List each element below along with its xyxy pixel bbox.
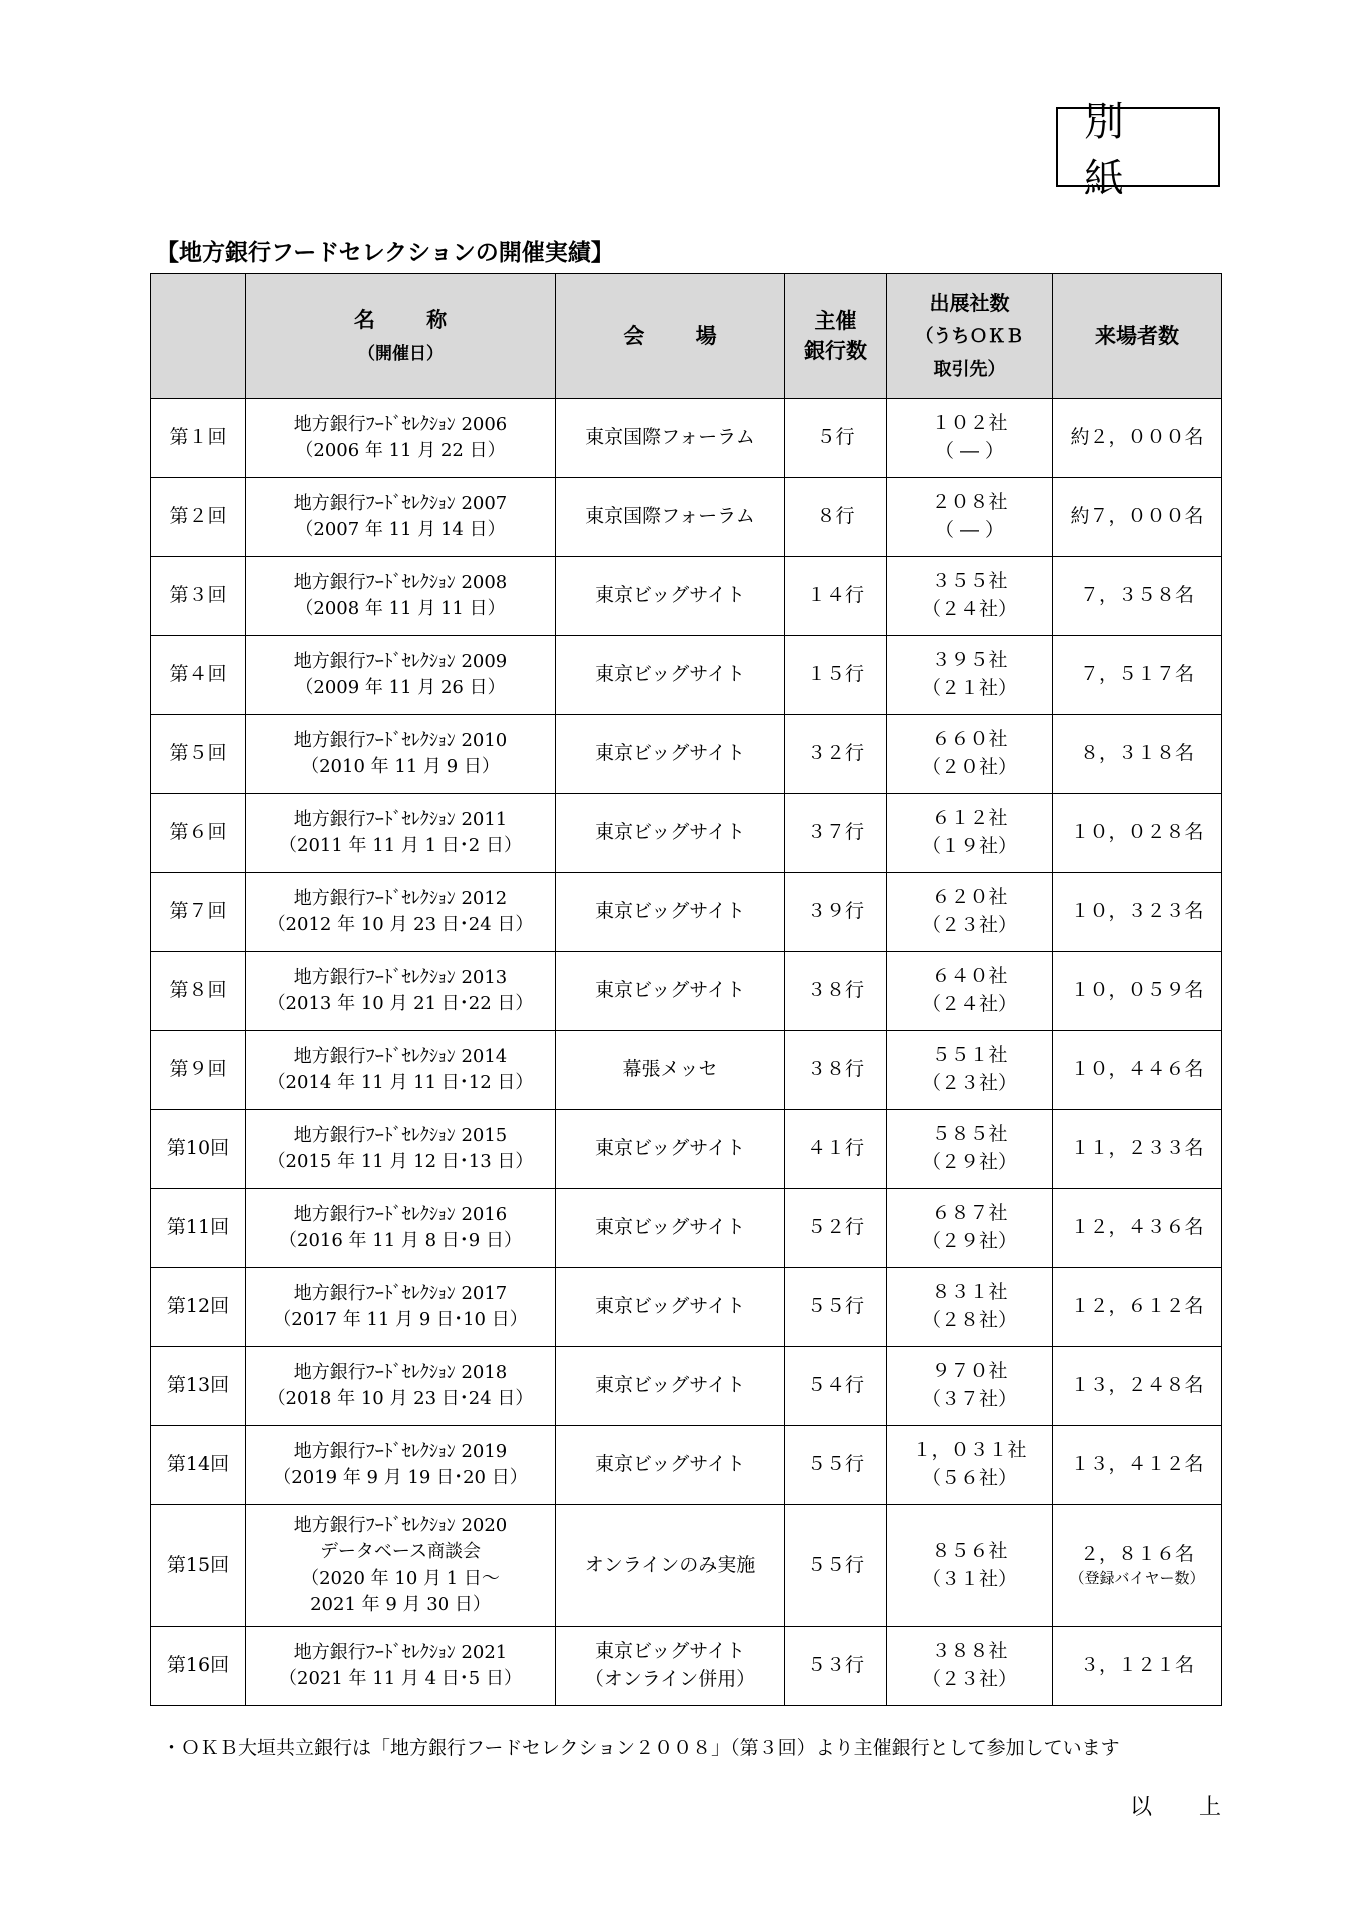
banks-cell: １４行 — [785, 557, 887, 636]
exhibitor-count: ３９５社 — [931, 649, 1008, 672]
venue-cell: 東京ビッグサイト — [556, 952, 785, 1031]
venue-cell: 東京ビッグサイト — [556, 636, 785, 715]
round-cell: 第14回 — [151, 1426, 246, 1505]
event-date: （2009 年 11 月 26 日） — [295, 677, 506, 698]
event-name: 地方銀行ﾌｰﾄﾞｾﾚｸｼｮﾝ 2007 — [293, 492, 508, 514]
visitors-cell: １１，２３３名 — [1053, 1110, 1222, 1189]
okb-client-count: （ ― ） — [934, 440, 1005, 462]
banks-cell: ３８行 — [785, 1031, 887, 1110]
name-cell — [246, 1627, 556, 1706]
event-name: 地方銀行ﾌｰﾄﾞｾﾚｸｼｮﾝ 2014 — [293, 1045, 508, 1067]
round-cell: 第１回 — [151, 399, 246, 478]
event-date-end: 2021 年 9 月 30 日） — [310, 1593, 491, 1615]
visitors-cell: １２，４３６名 — [1053, 1189, 1222, 1268]
exhibitor-count: ５８５社 — [931, 1123, 1008, 1146]
event-name: 地方銀行ﾌｰﾄﾞｾﾚｸｼｮﾝ 2009 — [293, 650, 508, 672]
event-date: （2010 年 11 月 9 日） — [301, 756, 500, 777]
exhibitors-cell — [887, 1347, 1053, 1426]
event-name: 地方銀行ﾌｰﾄﾞｾﾚｸｼｮﾝ 2015 — [293, 1124, 508, 1146]
table-row — [151, 1505, 1222, 1627]
table-row — [151, 952, 1222, 1031]
name-cell — [246, 1031, 556, 1110]
banks-cell: ５３行 — [785, 1627, 887, 1706]
header-round — [151, 274, 246, 399]
banks-cell: ５５行 — [785, 1426, 887, 1505]
name-cell — [246, 1189, 556, 1268]
venue-cell: 幕張メッセ — [556, 1031, 785, 1110]
event-date: （2017 年 11 月 9 日･10 日） — [273, 1309, 528, 1330]
venue-cell: 東京ビッグサイト — [556, 557, 785, 636]
event-date: （2008 年 11 月 11 日） — [295, 598, 506, 619]
table-row — [151, 1426, 1222, 1505]
visitors-cell: １０，４４６名 — [1053, 1031, 1222, 1110]
venue-cell: オンラインのみ実施 — [556, 1505, 785, 1627]
table-row — [151, 636, 1222, 715]
venue-cell: 東京ビッグサイト — [556, 1268, 785, 1347]
event-date-start: （2020 年 10 月 1 日～ — [301, 1567, 500, 1589]
header-banks — [785, 274, 887, 399]
footnote: ・ＯＫＢ大垣共立銀行は「地方銀行フードセレクション２００８」（第３回）より主催銀行として参加しています — [162, 1737, 1120, 1759]
table-row — [151, 1031, 1222, 1110]
header-name-label: 名 称 — [353, 308, 470, 333]
round-cell: 第４回 — [151, 636, 246, 715]
venue-cell: 東京ビッグサイト — [556, 873, 785, 952]
visitors-cell: ３，１２１名 — [1053, 1627, 1222, 1706]
exhibitor-count: ９７０社 — [931, 1360, 1008, 1383]
table-row — [151, 1347, 1222, 1426]
event-date: （2006 年 11 月 22 日） — [295, 440, 506, 461]
event-name: 地方銀行ﾌｰﾄﾞｾﾚｸｼｮﾝ 2006 — [293, 413, 508, 435]
attachment-label: 別 紙 — [1056, 107, 1220, 187]
okb-client-count: （２９社） — [921, 1230, 1017, 1252]
table-body — [151, 399, 1222, 1706]
banks-cell: ５５行 — [785, 1505, 887, 1627]
table-row — [151, 794, 1222, 873]
exhibitor-count: ３８８社 — [931, 1640, 1008, 1663]
table-row — [151, 715, 1222, 794]
header-venue-label: 会 場 — [623, 323, 739, 348]
document-heading: 【地方銀行フードセレクションの開催実績】 — [156, 240, 614, 266]
okb-client-count: （２１社） — [921, 677, 1017, 699]
event-name: 地方銀行ﾌｰﾄﾞｾﾚｸｼｮﾝ 2020 — [293, 1515, 508, 1537]
round-cell: 第16回 — [151, 1627, 246, 1706]
event-name: 地方銀行ﾌｰﾄﾞｾﾚｸｼｮﾝ 2019 — [293, 1440, 508, 1462]
event-name: 地方銀行ﾌｰﾄﾞｾﾚｸｼｮﾝ 2021 — [293, 1641, 508, 1663]
event-name: 地方銀行ﾌｰﾄﾞｾﾚｸｼｮﾝ 2011 — [293, 808, 508, 830]
exhibitors-cell — [887, 1627, 1053, 1706]
event-name: 地方銀行ﾌｰﾄﾞｾﾚｸｼｮﾝ 2013 — [293, 966, 508, 988]
venue-cell: 東京ビッグサイト — [556, 1189, 785, 1268]
okb-client-count: （２０社） — [921, 756, 1017, 778]
exhibitors-cell — [887, 1426, 1053, 1505]
okb-client-count: （２３社） — [921, 1072, 1017, 1094]
okb-client-count: （２４社） — [921, 598, 1017, 620]
visitors-cell: 約２，０００名 — [1053, 399, 1222, 478]
exhibitor-count: ３５５社 — [931, 570, 1008, 593]
visitors-cell: １３，４１２名 — [1053, 1426, 1222, 1505]
okb-client-count: （２３社） — [921, 914, 1017, 936]
banks-cell: ３８行 — [785, 952, 887, 1031]
closing-mark: 以 上 — [1130, 1795, 1241, 1820]
round-cell: 第12回 — [151, 1268, 246, 1347]
event-name: 地方銀行ﾌｰﾄﾞｾﾚｸｼｮﾝ 2018 — [293, 1361, 508, 1383]
table-row — [151, 399, 1222, 478]
visitors-cell: １０，３２３名 — [1053, 873, 1222, 952]
visitor-count-note: （登録バイヤー数） — [1069, 1569, 1205, 1588]
exhibitors-cell — [887, 1268, 1053, 1347]
exhibitor-count: ６８７社 — [931, 1202, 1008, 1225]
banks-cell: ５２行 — [785, 1189, 887, 1268]
visitors-cell: ７，５１７名 — [1053, 636, 1222, 715]
round-cell: 第２回 — [151, 478, 246, 557]
round-cell: 第７回 — [151, 873, 246, 952]
table-row — [151, 1268, 1222, 1347]
round-cell: 第15回 — [151, 1505, 246, 1627]
venue-cell: 東京ビッグサイト — [556, 1347, 785, 1426]
name-cell — [246, 1268, 556, 1347]
round-cell: 第９回 — [151, 1031, 246, 1110]
visitors-cell: １３，２４８名 — [1053, 1347, 1222, 1426]
banks-cell: ４１行 — [785, 1110, 887, 1189]
event-date: （2011 年 11 月 1 日･2 日） — [279, 835, 522, 856]
event-name: 地方銀行ﾌｰﾄﾞｾﾚｸｼｮﾝ 2012 — [293, 887, 508, 909]
exhibitor-count: ８３１社 — [931, 1281, 1008, 1304]
exhibitors-cell — [887, 794, 1053, 873]
name-cell — [246, 1426, 556, 1505]
banks-cell: ５行 — [785, 399, 887, 478]
okb-client-count: （５６社） — [921, 1467, 1017, 1489]
banks-cell: ８行 — [785, 478, 887, 557]
exhibitor-count: １，０３１社 — [912, 1439, 1027, 1462]
name-cell — [246, 873, 556, 952]
visitors-cell: ７，３５８名 — [1053, 557, 1222, 636]
name-cell — [246, 1347, 556, 1426]
exhibitors-cell — [887, 715, 1053, 794]
exhibitor-count: ６１２社 — [931, 807, 1008, 830]
exhibitors-cell — [887, 636, 1053, 715]
table-row — [151, 557, 1222, 636]
event-name-sub: データベース商談会 — [319, 1541, 482, 1563]
banks-cell: ５５行 — [785, 1268, 887, 1347]
name-cell — [246, 636, 556, 715]
okb-client-count: （２３社） — [921, 1668, 1017, 1690]
header-visitors: 来場者数 — [1053, 274, 1222, 399]
exhibitors-cell — [887, 873, 1053, 952]
event-date: （2018 年 10 月 23 日･24 日） — [267, 1388, 534, 1409]
round-cell: 第８回 — [151, 952, 246, 1031]
visitors-cell — [1053, 1505, 1222, 1627]
exhibitors-cell — [887, 1505, 1053, 1627]
exhibitors-cell — [887, 478, 1053, 557]
venue-cell: 東京ビッグサイト — [556, 1110, 785, 1189]
event-name: 地方銀行ﾌｰﾄﾞｾﾚｸｼｮﾝ 2010 — [293, 729, 508, 751]
name-cell — [246, 399, 556, 478]
round-cell: 第５回 — [151, 715, 246, 794]
header-name — [246, 274, 556, 399]
name-cell — [246, 794, 556, 873]
exhibitor-count: ２０８社 — [931, 491, 1008, 514]
round-cell: 第６回 — [151, 794, 246, 873]
round-cell: 第10回 — [151, 1110, 246, 1189]
visitors-cell: １２，６１２名 — [1053, 1268, 1222, 1347]
event-date: （2019 年 9 月 19 日･20 日） — [273, 1467, 528, 1488]
exhibitors-cell — [887, 557, 1053, 636]
exhibitor-count: １０２社 — [931, 412, 1008, 435]
exhibitors-cell — [887, 952, 1053, 1031]
table-row — [151, 873, 1222, 952]
venue-cell: 東京国際フォーラム — [556, 478, 785, 557]
header-name-sub: （開催日） — [358, 343, 443, 364]
banks-cell: ３９行 — [785, 873, 887, 952]
okb-client-count: （２４社） — [921, 993, 1017, 1015]
table-header-row — [151, 274, 1222, 399]
event-name: 地方銀行ﾌｰﾄﾞｾﾚｸｼｮﾝ 2008 — [293, 571, 508, 593]
okb-client-count: （３１社） — [921, 1567, 1017, 1590]
okb-client-count: （２９社） — [921, 1151, 1017, 1173]
event-date: （2007 年 11 月 14 日） — [295, 519, 506, 540]
visitor-count: ２，８１６名 — [1079, 1542, 1194, 1565]
exhibitors-cell — [887, 1110, 1053, 1189]
venue-cell: 東京国際フォーラム — [556, 399, 785, 478]
venue-cell — [556, 1627, 785, 1706]
event-date: （2015 年 11 月 12 日･13 日） — [267, 1151, 534, 1172]
exhibitor-count: ６２０社 — [931, 886, 1008, 909]
round-cell: 第11回 — [151, 1189, 246, 1268]
banks-cell: １５行 — [785, 636, 887, 715]
okb-client-count: （ ― ） — [934, 519, 1005, 541]
table-row — [151, 478, 1222, 557]
event-name: 地方銀行ﾌｰﾄﾞｾﾚｸｼｮﾝ 2017 — [293, 1282, 508, 1304]
name-cell — [246, 952, 556, 1031]
visitors-cell: １０，０２８名 — [1053, 794, 1222, 873]
banks-cell: ３７行 — [785, 794, 887, 873]
banks-cell: ３２行 — [785, 715, 887, 794]
okb-client-count: （２８社） — [921, 1309, 1017, 1331]
venue-cell: 東京ビッグサイト — [556, 715, 785, 794]
round-cell: 第３回 — [151, 557, 246, 636]
header-banks-line2: 銀行数 — [804, 339, 867, 363]
exhibitor-count: ５５１社 — [931, 1044, 1008, 1067]
exhibitor-count: ８５６社 — [931, 1539, 1008, 1562]
header-exhibitors-line3: 取引先） — [933, 358, 1006, 380]
table-row — [151, 1189, 1222, 1268]
table-row — [151, 1110, 1222, 1189]
event-date: （2014 年 11 月 11 日･12 日） — [267, 1072, 534, 1093]
name-cell — [246, 715, 556, 794]
table-row — [151, 1627, 1222, 1706]
visitors-cell: ８，３１８名 — [1053, 715, 1222, 794]
round-cell: 第13回 — [151, 1347, 246, 1426]
venue-cell: 東京ビッグサイト — [556, 794, 785, 873]
header-exhibitors-line1: 出展社数 — [929, 291, 1010, 316]
okb-client-count: （３７社） — [921, 1388, 1017, 1410]
event-history-table — [150, 273, 1222, 1706]
exhibitors-cell — [887, 399, 1053, 478]
visitors-cell: 約７，０００名 — [1053, 478, 1222, 557]
name-cell — [246, 1505, 556, 1627]
header-banks-line1: 主催 — [814, 308, 857, 333]
name-cell — [246, 557, 556, 636]
header-venue — [556, 274, 785, 399]
exhibitor-count: ６４０社 — [931, 965, 1008, 988]
exhibitor-count: ６６０社 — [931, 728, 1008, 751]
banks-cell: ５４行 — [785, 1347, 887, 1426]
header-exhibitors-line2: （うちＯＫＢ — [915, 326, 1024, 348]
name-cell — [246, 1110, 556, 1189]
event-date: （2013 年 10 月 21 日･22 日） — [267, 993, 534, 1014]
exhibitors-cell — [887, 1031, 1053, 1110]
venue-cell: 東京ビッグサイト — [556, 1426, 785, 1505]
okb-client-count: （１９社） — [921, 835, 1017, 857]
exhibitors-cell — [887, 1189, 1053, 1268]
visitors-cell: １０，０５９名 — [1053, 952, 1222, 1031]
venue-name: 東京ビッグサイト — [595, 1640, 745, 1663]
event-name: 地方銀行ﾌｰﾄﾞｾﾚｸｼｮﾝ 2016 — [293, 1203, 508, 1225]
name-cell — [246, 478, 556, 557]
event-date: （2016 年 11 月 8 日･9 日） — [279, 1230, 522, 1251]
event-date: （2021 年 11 月 4 日･5 日） — [279, 1668, 522, 1689]
venue-note: （オンライン併用） — [584, 1668, 756, 1690]
event-date: （2012 年 10 月 23 日･24 日） — [267, 914, 534, 935]
header-exhibitors — [887, 274, 1053, 399]
